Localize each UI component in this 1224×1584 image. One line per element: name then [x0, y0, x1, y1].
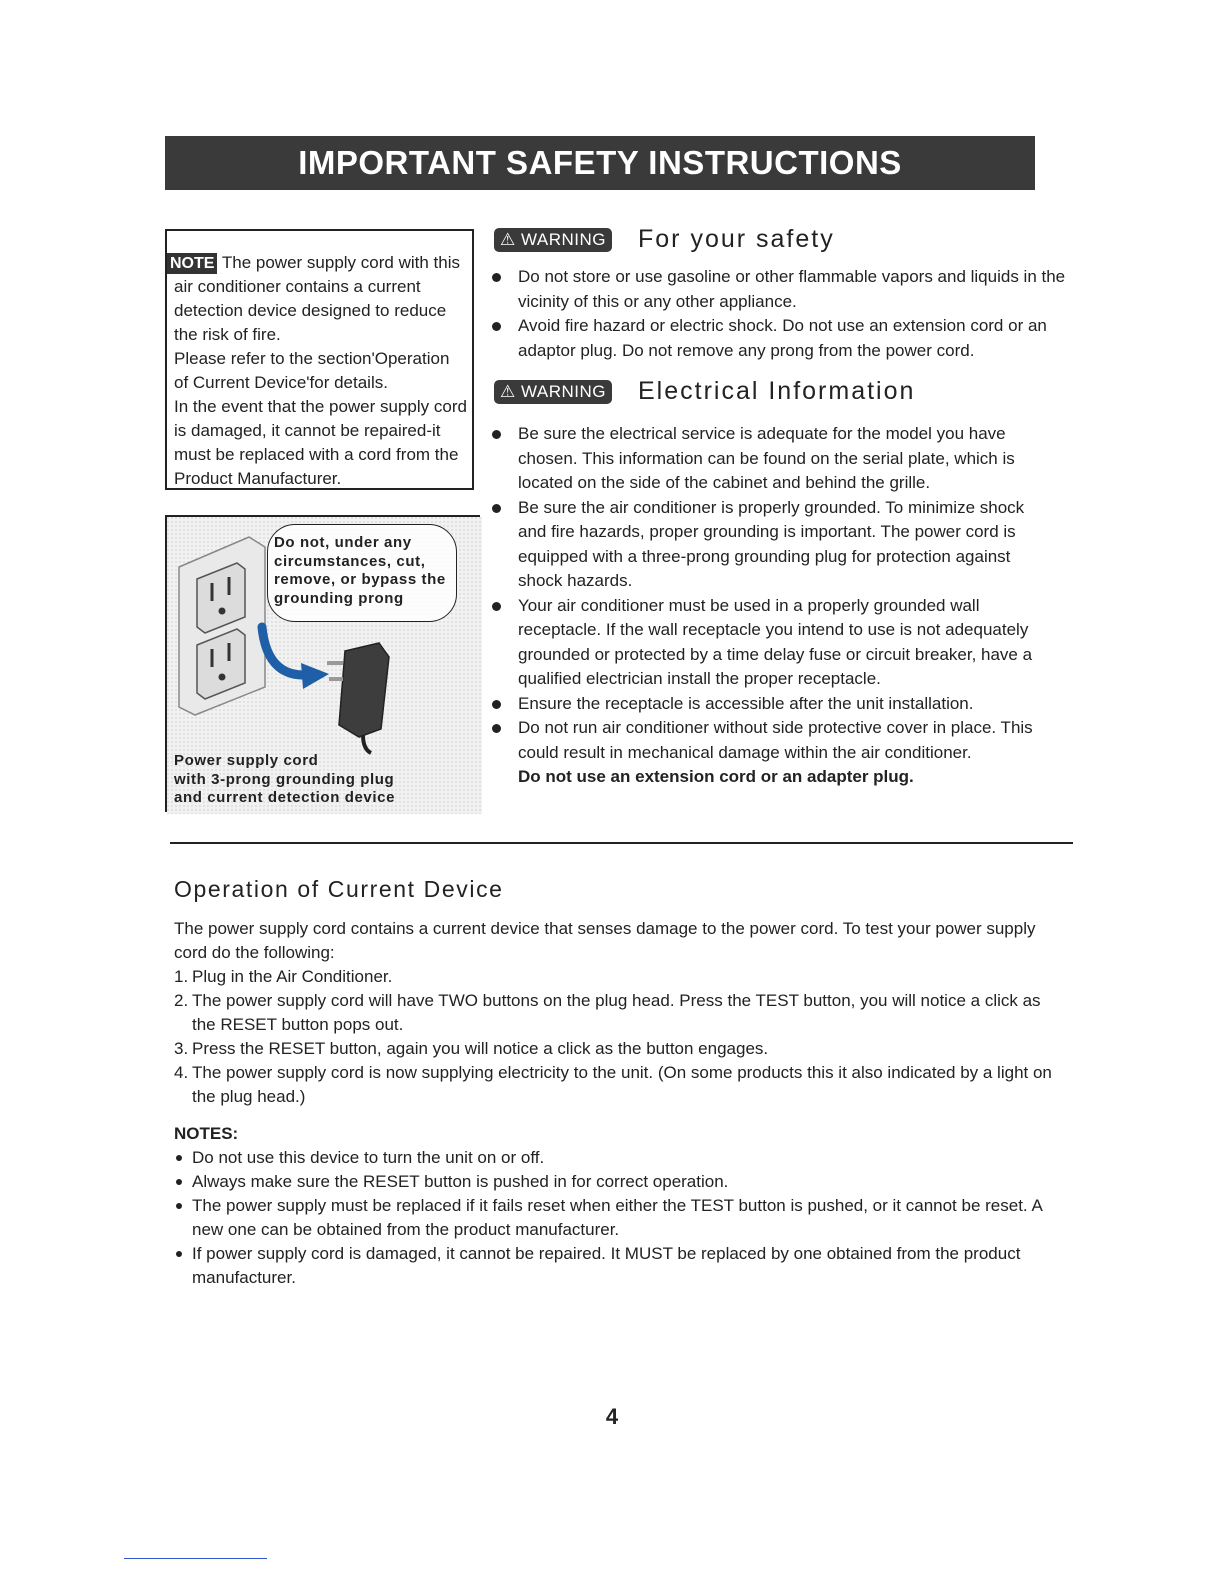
list-item: The power supply must be replaced if it fails reset when either the TEST button is pushed, or it cannot be reset. A new one can be obtained from the product manufacturer. [174, 1194, 1054, 1242]
list-item: 3. Press the RESET button, again you will notice a click as the button engages. [174, 1039, 769, 1058]
list-item: Ensure the receptacle is accessible after the unit installation. [490, 692, 1050, 717]
warning-badge: ⚠ WARNING [494, 228, 612, 252]
operation-steps [174, 965, 1054, 1109]
electrical-list [490, 422, 1050, 790]
safety-heading [494, 225, 835, 254]
operation-title: Operation of Current Device [174, 876, 504, 902]
note-paragraph-2: Please refer to the section'Operation of Current Device'for details. [174, 349, 450, 392]
footer-line [124, 1558, 267, 1559]
list-item: 1. Plug in the Air Conditioner. [174, 967, 393, 986]
electrical-title: Electrical Information [638, 377, 916, 405]
section-divider [170, 842, 1073, 844]
list-item: Be sure the electrical service is adequate for the model you have chosen. This information can be found on the serial plate, which is located on the side of the cabinet and behind the grille. [490, 422, 1050, 496]
operation-body [174, 917, 1054, 1290]
page-number: 4 [605, 1404, 619, 1429]
list-item: 4. The power supply cord is now supplying electricity to the unit. (On some products this it also indicated by a light on the plug head.) [174, 1063, 1052, 1106]
list-item: Do not use this device to turn the unit on or off. [174, 1146, 1054, 1170]
note-box [165, 229, 474, 490]
list-item: Do not store or use gasoline or other flammable vapors and liquids in the vicinity of this or any other appliance. [490, 265, 1090, 314]
operation-intro: The power supply cord contains a current device that senses damage to the power cord. To test your power supply cord do the following: [174, 919, 1036, 962]
note-paragraph-1: NOTE The power supply cord with this air conditioner contains a current detection device designed to reduce the risk of fire. [174, 251, 468, 347]
notes-list [174, 1146, 1054, 1290]
list-item: Avoid fire hazard or electric shock. Do not use an extension cord or an adaptor plug. Do not remove any prong from the power cord. [490, 314, 1090, 363]
note-tag: NOTE [167, 253, 217, 274]
notes-heading: NOTES: [174, 1124, 239, 1143]
list-item: 2. The power supply cord will have TWO buttons on the plug head. Press the TEST button, you will notice a click as the RESET button pops out. [174, 991, 1041, 1034]
safety-list [490, 265, 1090, 363]
plug-caption: Power supply cord with 3-prong grounding plug and current detection device [174, 752, 396, 806]
list-item: If power supply cord is damaged, it cannot be repaired. It MUST be replaced by one obtained from the product manufacturer. [174, 1242, 1054, 1290]
list-item: Your air conditioner must be used in a properly grounded wall receptacle. If the wall receptacle you intend to use is not adequately grounded or protected by a time delay fuse or circuit breaker, have a qualified electrician install the proper receptacle. [490, 594, 1050, 692]
banner-title: IMPORTANT SAFETY INSTRUCTIONS [298, 144, 902, 181]
plug-icon [339, 643, 389, 737]
list-item: Do not run air conditioner without side protective cover in place. This could result in mechanical damage within the air conditioner. [490, 716, 1050, 765]
warning-badge: ⚠ WARNING [494, 380, 612, 404]
list-item: Always make sure the RESET button is pushed in for correct operation. [174, 1170, 1054, 1194]
page-banner [165, 136, 1035, 190]
note-paragraph-3: In the event that the power supply cord is damaged, it cannot be repaired-it must be replaced with a cord from the Product Manufacturer. [174, 397, 467, 488]
electrical-heading [494, 377, 915, 406]
extension-cord-warning: Do not use an extension cord or an adapter plug. [518, 767, 914, 786]
list-item: Be sure the air conditioner is properly grounded. To minimize shock and fire hazards, proper grounding is important. The power cord is equipped with a three-prong grounding plug for protection against shock hazards. [490, 496, 1050, 594]
safety-title: For your safety [638, 225, 835, 253]
grounding-callout: Do not, under any circumstances, cut, remove, or bypass the grounding prong [267, 524, 457, 622]
